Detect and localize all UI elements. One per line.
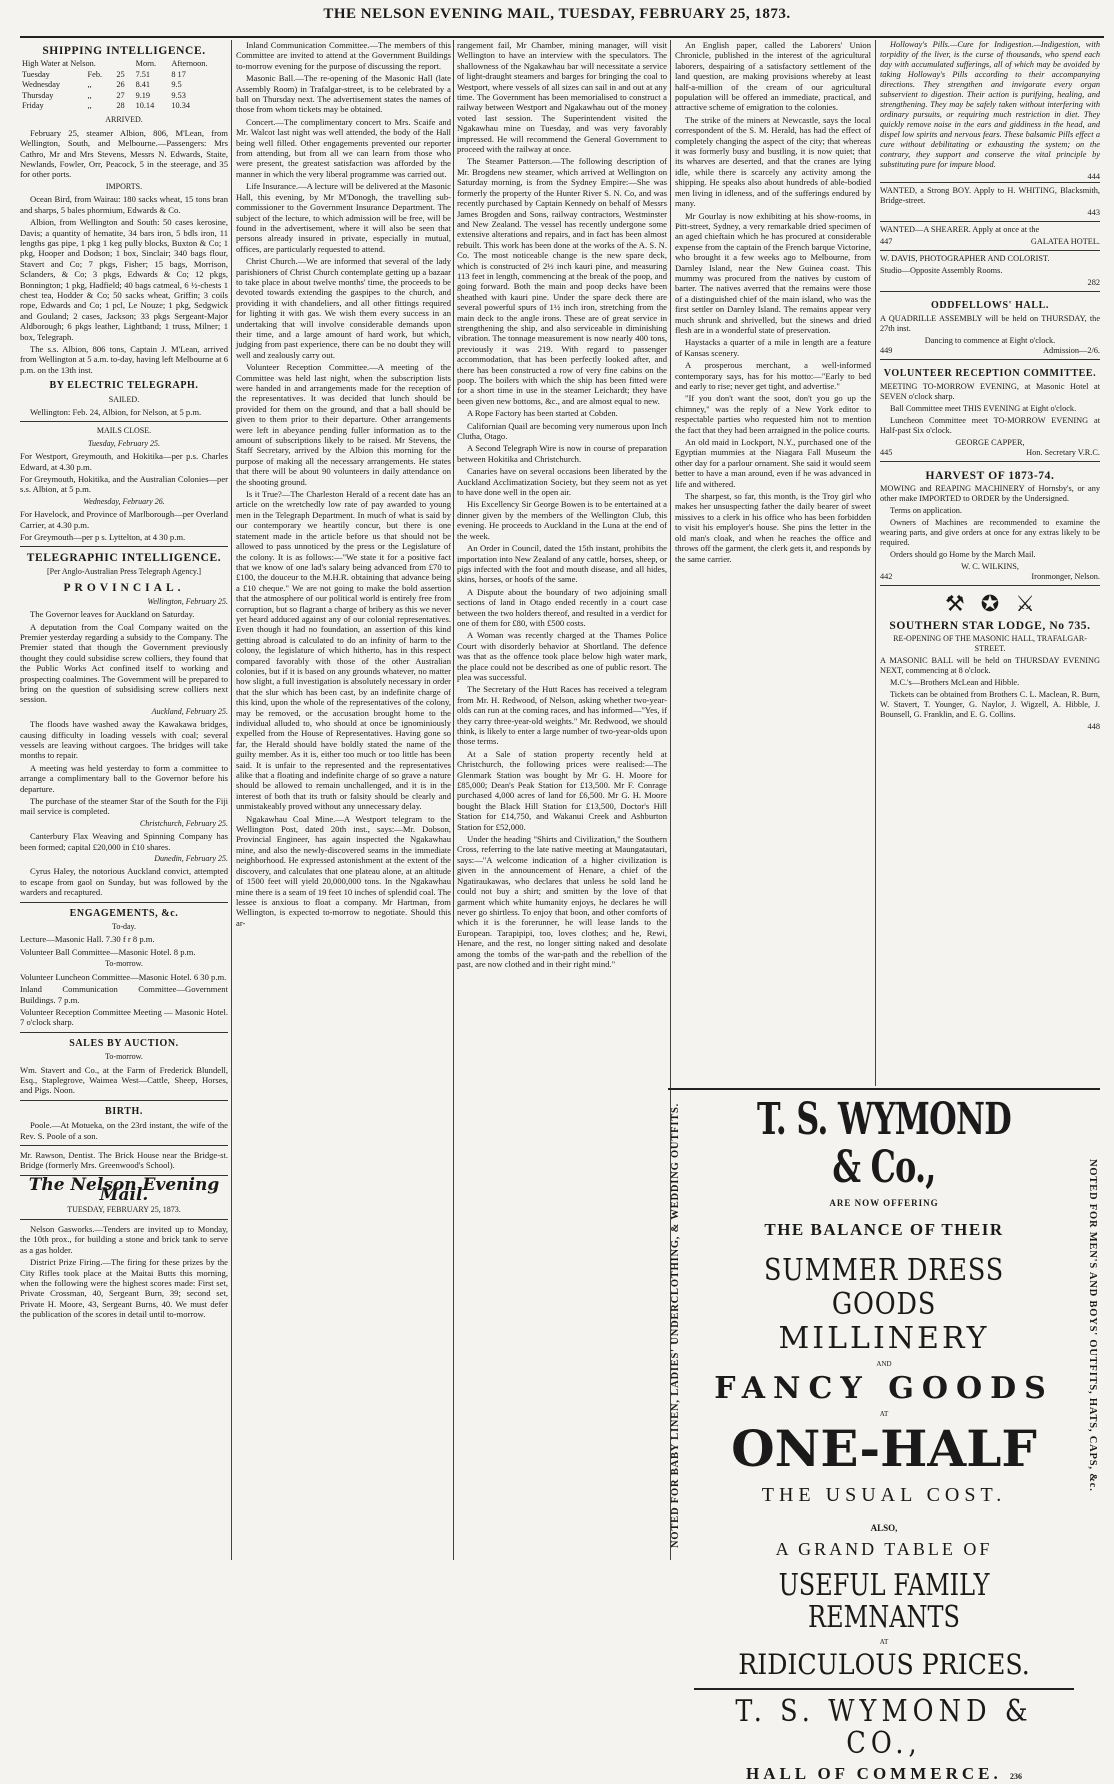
wymond-advertisement: NOTED FOR BABY LINEN, LADIES' UNDERCLOTHING, & WEDDING OUTFITS. NOTED FOR MEN'S AND BOYS' OUTFITS, HATS, CAPS, &c. T. S. WYMOND & Co., ARE NOW OFFERING THE BALANCE OF THEIR SUMMER DRESS GOODS MILLINERY AND FANCY GOODS AT ONE-HALF THE USUAL COST. ALSO, A GRAND TABLE OF USEFUL FAMILY REMNANTS AT RIDICULOUS PRICES. T. S. WYMOND & CO., HALL OF COMMERCE. 236	[668, 1088, 1100, 1558]
article: An old maid in Lockport, N.Y., purchased one of the Egyptian mummies at the Niagara Fall Museum the other day for a parlour ornament. She said it would seem better to have a man around, even if he was advanced in life and withered.	[675, 437, 871, 489]
harvest-ad: HARVEST OF 1873-74. MOWING and REAPING MACHINERY of Hornsby's, or any other make IMPORTED to ORDER by the Undersigned. Terms on application. Owners of Machines are recommended to examine the wearing parts, and give orders at once for any extras likely to be required. Orders should go Home by the March Mail. W. C. WILKINS, 442 Ironmonger, Nelson.	[880, 461, 1100, 585]
article: Haystacks a quarter of a mile in length are a feature of Kansas scenery.	[675, 337, 871, 358]
engagements-heading: ENGAGEMENTS, &c.	[69, 907, 179, 919]
article: At a Sale of station property recently held at Christchurch, the following prices were realised:—The Glenmark Station was bought by Mr G. H. Moore for £85,000; Dean's Peak Station for £13,500. Mr F. Conrage purchased 4,000 acres of land for £6,500. Mr G. H. Moore bought the Black Hill Station for £13,500, Doctor's Hill Station for £14,750, and Wakanui Creek and Ashburton Station for £52,000.	[457, 748, 667, 832]
oddfellows-ad: ODDFELLOWS' HALL. A QUADRILLE ASSEMBLY will be held on THURSDAY, the 27th inst. Dancing to commence at Eight o'clock. 449 Admission—2/6.	[880, 291, 1100, 359]
article: Is it True?—The Charleston Herald of a recent date has an article on the wretchedly low rate of pay awarded to young men in the Telegraph Department. In much of what is said by our contemporary we heartily concur, but there is one statement made in the article before us that should not be allowed to pass unnoticed by the press or the Legislature of the colony. It is as follows:—"We state it for a positive fact that we know of one lad's salary being advanced from £70 to £100, the douceur to the M.H.R. obtaining that advance being a £10 cheque." We are not going to make the bold assertion that the atmosphere of our political world is entirely free from corruption, but so flagrant a charge of bribery as this we never yet heard adduced against any of our colonial representatives. Even though it had no foundation, an assertion of this kind getting abroad is calculated to do an infinity of harm to the colony, the legislature of which hitherto, has in this respect compared favorably with those of the other Australian colonies, but if it is based on any grounds whatever, no matter how slight, a full investigation is absolutely necessary in order that the slur which has been cast, by an indefinite charge of this kind, upon the whole of the representatives of the colony, may be removed, or the accusation brought home to the individual alluded to, who should at once be ignominiously expelled from the House of Representatives. Having gone so far, the Herald should have boldly stated the name of the guilty member. As it is, either too much or too little has been said. It is unfair to the represented and the representatives alike that a floating and indefinite charge of so grave a nature should be allowed to remain unchallenged, and it is in the interest of both that its truth or falsity should be clearly and unmistakeably proved without any unnecessary delay.	[236, 489, 451, 812]
imports-heading: IMPORTS.	[105, 181, 143, 191]
article: Christ Church.—We are informed that several of the lady parishioners of Christ Church contemplate getting up a bazaar to take place in about twelve months' time, the proceeds to be devoted towards extending the gaspipes to the church, and providing it with chandeliers, and all other fittings required for lighting it with gas. We wish them every success in an undertaking that will involve considerable demands upon their time, and a large amount of hard work, but which, judging from past experience, there can be no doubt they will well and zealously carry out.	[236, 256, 451, 360]
albion-note: The s.s. Albion, 806 tons, Captain J. M'Lean, arrived from Wellington at 5 a.m. to-day, having left Melbourne at 6 p.m. on the 13th inst.	[20, 343, 228, 375]
wanted-shearer-ad: WANTED—A SHEARER. Apply at once at the 447 GALATEA HOTEL.	[880, 221, 1100, 250]
vrc-ad: VOLUNTEER RECEPTION COMMITTEE. MEETING TO-MORROW EVENING, at Masonic Hotel at SEVEN o'clock sharp. Ball Committee meet THIS EVENING at Eight o'clock. Luncheon Committee meet TO-MORROW EVENING at Half-past Six o'clock. GEORGE CAPPER, 445 Hon. Secretary V.R.C.	[880, 359, 1100, 461]
sailed-heading: SAILED.	[108, 394, 140, 404]
column-2	[236, 40, 451, 1560]
auction-heading: SALES BY AUCTION.	[69, 1037, 179, 1049]
birth-heading: BIRTH.	[105, 1105, 143, 1117]
article: The strike of the miners at Newcastle, says the local correspondent of the S. M. Herald, has had the effect of completely changing the aspect of the city; that whereas it was formerly busy and bustling, it is now quiet; that its wharves are deserted, and that the cranes are lying idle, while there is scarcely any activity among the shipping. He speaks also about hundreds of able-bodied men living in idleness, and of the sufferings endured by many.	[675, 114, 871, 209]
article: Californian Quail are becoming very numerous upon Inch Clutha, Otago.	[457, 420, 667, 442]
shipping-heading: SHIPPING INTELLIGENCE.	[42, 45, 206, 57]
article: Volunteer Reception Committee.—A meeting of the Committee was held last night, when the subscription lists were handed in and arrangements made for the reception of the representatives. It was decided that lunch should be provided for them on the ground, and that a ball should be given to them prior to their departure. Other arrangements were left in abeyance pending fuller information as to the amount of subscriptions likely to be raised. Mr Stevens, the Staff Secretary, arrived by the Albion this morning for the purpose of making all the necessary arrangements. He states that there will be about 90 volunteers in daily attendance on the shooting ground.	[236, 362, 451, 487]
article: An Order in Council, dated the 15th instant, prohibits the importation into New Zealand of any cattle, horses, sheep, or pigs infected with the foot and mouth disease, and all hides, skins, horses, or hoofs of the same.	[457, 543, 668, 585]
mails-heading: MAILS CLOSE.	[96, 426, 152, 436]
article: The Secretary of the Hutt Races has received a telegram from Mr. H. Redwood, of Nelson, asking whether two-year-olds can run at the coming races, and has informed—"Yes, if they carry three-year-old weights." Mr. Redwood, we should think, is likely to enter a large number of two-year-olds upon those terms.	[457, 684, 667, 747]
article: A prosperous merchant, a well-informed contemporary says, has for his motto:—"Early to bed and early to rise; never get tight, and advertise."	[675, 360, 871, 391]
article: Under the heading "Shirts and Civilization," the Southern Cross, referring to the late native meeting at Maungatautari, says:—"A welcome indication of a higher civilization is given in the announcement of Henare, a chief of the Ngatiraukawas, who declares that unless he sold land he could not buy a shirt; and smitten by the love of that garment which white humanity enjoys, he declares he will never go shirtless. To enjoy that boon, and other comforts of which it is the forerunner, he will lease lands to the European. Tarapipipi, too, loves clothes; and he, Rewi, Henare, and the rest, no longer sitting naked and desolate among the tombs of the war-path and the rebellion of the past, are now clothed and in their right mind."	[457, 834, 667, 969]
table-row: Tuesday Feb. 25 7.51 8 17	[22, 69, 186, 79]
article: A Second Telegraph Wire is now in course of preparation between Hokitika and Christchurch.	[457, 443, 667, 464]
tide-table: High Water at Nelson. Morn. Afternoon. Tuesday Feb. 25 7.51 8 17 Wednesday ,, 26 8.41 9.5 Thursday ,, 27 9.19 9.53 Friday ,, 28 10.14 10.34	[20, 59, 228, 111]
column-3	[457, 40, 667, 1560]
masthead-title: THE NELSON EVENING MAIL, TUESDAY, FEBRUARY 25, 1873.	[323, 6, 791, 22]
ad-company-name: T. S. WYMOND & Co.,	[756, 1094, 1012, 1193]
paper-title: The Nelson Evening Mail.	[28, 1174, 220, 1206]
table-row: Thursday ,, 27 9.19 9.53	[22, 90, 186, 100]
masonic-emblems	[880, 593, 1100, 615]
column-5: Holloway's Pills.—Cure for Indigestion.—Indigestion, with torpidity of the liver, is the curse of thousands, who spend each day with accumulated sufferings, all of which may be avoided by taking Holloway's Pills according to their accompanying directions. They strengthen and invigorate every organ subservient to digestion. Their action is purifying, healing, and strengthening. They may be safely taken without interfering with ordinary pursuits, or requiring much restriction in diet. They quickly remove noise in the ears and giddiness in the head, and dispel low spirits and nervous fears. These balsamic Pills effect a cure without debilitating or exhausting the system; on the contrary, they support and conserve the vital principle by substituting pure for impure blood. 444 WANTED, a Strong BOY. Apply to H. WHITING, Blacksmith, Bridge-street. 443 WANTED—A SHEARER. Apply at once at the 447 GALATEA HOTEL. W. DAVIS, PHOTOGRAPHER AND COLORIST. Studio—Opposite Assembly Rooms. 282 ODDFELLOWS' HALL. A QUADRILLE ASSEMBLY will be held on THURSDAY, the 27th inst. Dancing to commence at Eight o'clock. 449 Admission—2/6. VOLUNTEER RECEPTION COMMITTEE. MEETING TO-MORROW EVENING, at Masonic Hotel at SEVEN o'clock sharp. Ball Committee meet THIS EVENING at Eight o'clock. Luncheon Committee meet TO-MORROW EVENING at Half-past Six o'clock. GEORGE CAPPER, 445 Hon. Secretary V.R.C. HARVEST OF 1873-74. MOWING and REAPING MACHINERY of Hornsby's, or any other make IMPORTED to ORDER by the Undersigned. Terms on application. Owners of Machines are recommended to examine the wearing parts, and give orders at once for any extras likely to be required. Orders should go Home by the March Mail. W. C. WILKINS, 442 Ironmonger, Nelson. ⚒ ✪ ⚔ SOUTHERN STAR LODGE, No 735. RE-OPENING OF THE MASONIC HALL, TRAFALGAR-STREET. A MASONIC BALL will be held on THURSDAY EVENING NEXT, commencing at 8 o'clock. M.C.'s—Brothers McLean and Hibble. Tickets can be obtained from Brothers C. L. Maclean, R. Burn, W. Stavert, T. Younger, G. Naylor, J. Wigzell, A. Hibble, J. Bounsell, G. Franklin, and E. G. Collins. 448	[880, 40, 1100, 1080]
sailed-text: Wellington: Feb. 24, Albion, for Nelson, at 5 p.m.	[30, 407, 202, 417]
tide-table-label: High Water at Nelson.	[22, 59, 96, 69]
masthead	[0, 6, 1114, 32]
article: Inland Communication Committee.—The members of this Committee are invited to attend at the Government Buildings to-morrow evening for the purpose of discussing the report.	[236, 40, 451, 71]
imports-text: Albion, from Wellington and South: 50 cases kerosine, Davis; a quantity of hematite, 34 bars iron, 5 bdls iron, 11 lengths gas pipe, 1 pkg 1 keg pully blocks, Buxton & Co; 1 pkg, Hooper and Dodson; 1 box, Sinclair; 340 bags flour, Stavert and Co; 7 pkgs, Fisher; 15 bags, Morrison, Sclanders, & Co; 3 pkgs, Edwards & Co; 12 pkgs, Bonnington; 1 pkg, Hadfield; 40 bags catmeal, 6 ½-chests 1 chest tea, Hodder & Co; 50 sacks wheat, Griffin; 3 coils rope, Edwards and Co; 1 pcl, Le Nouze; 1 pkg, Sedgwick and Gouland; 2 cases, Jackson; 33 pkgs Sergeant-Major Aldborough; 6 pkgs leather, Lightband; 1 truss, Milner; 1 box, Telegraph.	[20, 217, 228, 342]
imports-text: Ocean Bird, from Wairau: 180 sacks wheat, 15 tons bran and sharps, 5 bales phormium, Edwards & Co.	[20, 194, 228, 215]
arrived-heading: ARRIVED.	[105, 115, 143, 125]
article: A Dispute about the boundary of two adjoining small sections of land in Otago ended recently in a court case between the two holders thereof, and resulted in a verdict for one of them for £80, with £500 costs.	[457, 586, 667, 628]
table-row: Wednesday ,, 26 8.41 9.5	[22, 80, 182, 90]
article: The Steamer Patterson.—The following description of Mr. Brogdens new steamer, which arrived at Wellington on Saturday morning, is from the Sydney Empire:—She was formerly the property of the Hunter River S. N. Co, and was recently purchased by Captain Kennedy on behalf of Messrs James Brogden and Sons, railway contractors, Westminster and New Zealand. The vessel has recently undergone some extensive alterations and repairs, and in fact has been almost rebuilt. This work has been done at the works of the A. S. N. Co. The most noticeable change is the new spare deck, which is constructed of 2½ inch kauri pine, and measuring 113 feet in length, commencing at the break of the poop, and going forward. Both the main and poop decks have been sheathed with kauri pine. Under the spare deck there are several powerful spurs of 1½ inch iron, stretching from the main deck to the angle irons. These are of great service in strengthening the ship, and also serviceable in diminishing vibration. The tonnage measurement is now nearly 400 tons, previously it was 219. With regard to passenger accommodation, that has been perfectly looked after, and there has been constructed a row of very fine cabins on the poop. The boilers with which the ship has been fitted were for a short time in use in the steamer Leichardt; they have been given new bottoms, &c., and are almost equal to new.	[457, 156, 667, 406]
star-seal-icon: ✪	[980, 591, 1000, 616]
crossed-tools-icon: ⚔	[1015, 591, 1035, 616]
article: Ngakawhau Coal Mine.—A Westport telegram to the Wellington Post, dated 20th inst., says:—Mr. Dobson, Provincial Engineer, has again inspected the Ngakawhau mine, and also the newly-discovered seams in the immediate neighborhood. He expressed astonishment at the extent of the discovery, and calculates that one plateau alone, at an altitude of 1500 feet will yield 20,000,000 tons. In the Ngakawhau mine there is a seam of 19 feet 10 inches of splendid coal. The lessee is anxious to float a company. Mr Hartman, from Wellington, is expected to-morrow to negotiate. Should this ar-	[236, 813, 451, 928]
column-4	[675, 40, 871, 1080]
telegraphic-heading: TELEGRAPHIC INTELLIGENCE.	[26, 552, 222, 565]
article: An English paper, called the Laborers' Union Chronicle, published in the interest of the agricultural laborers, despairing of a satisfactory settlement of the land question, are making provisions whereby at least half-a-million of the cream of our agricultural population will be offered an immediate, practical, and attractive scheme of emigration to the colonies.	[675, 40, 871, 113]
article: Canaries have on several occasions been liberated by the Auckland Acclimatization Society, but they seem not as yet to have done well in the open air.	[457, 466, 667, 498]
lodge-ad: ⚒ ✪ ⚔ SOUTHERN STAR LODGE, No 735. RE-OPENING OF THE MASONIC HALL, TRAFALGAR-STREET. A MASONIC BALL will be held on THURSDAY EVENING NEXT, commencing at 8 o'clock. M.C.'s—Brothers McLean and Hibble. Tickets can be obtained from Brothers C. L. Maclean, R. Burn, W. Stavert, T. Younger, G. Naylor, J. Wigzell, A. Hibble, J. Bounsell, G. Franklin, and E. G. Collins. 448	[880, 585, 1100, 735]
davis-ad: W. DAVIS, PHOTOGRAPHER AND COLORIST. Studio—Opposite Assembly Rooms. 282	[880, 250, 1100, 291]
article: The sharpest, so far, this month, is the Troy girl who makes her unsuspecting father the daily bearer of sweet missives to a clerk in his office who has been forbidden to visit his employer's house. She pins the letter in the old man's cloak, and when he reaches the office and throws off the garment, the clerk gets it, and responds by the same carrier.	[675, 491, 871, 564]
wanted-boy-ad: WANTED, a Strong BOY. Apply to H. WHITING, Blacksmith, Bridge-street. 443	[880, 182, 1100, 221]
side-text-left: NOTED FOR BABY LINEN, LADIES' UNDERCLOTHING, & WEDDING OUTFITS.	[670, 1102, 681, 1548]
column-divider	[453, 40, 454, 1560]
article: His Excellency Sir George Bowen is to be entertained at a dinner given by the members of the Wellington Club, this evening. He proceeds to Auckland in the Luna at the end of the week.	[457, 499, 667, 541]
article: rangement fail, Mr Chamber, mining manager, will visit Wellington to have an interview with the speculators. The shallowness of the Ngakawhau bar will necessitate a service of light-draught steamers and barges for bringing the coal to Westport, where vessels of all sizes can sail in and out at any time. The Government has been memorialised to construct a railway between Westport and Ngakawhau out of the money voted last session. The Superintendent visited the Ngakawhau mine on Tuesday, and was very favorably impressed. He will recommend the General Government to proceed with the railway at once.	[457, 40, 667, 155]
article: "If you don't want the soot, don't you go up the chimney," was the reply of a New York editor to respectable parties who requested him not to mention the fact that they had been arraigned in the police courts.	[675, 393, 871, 435]
article: Life Insurance.—A lecture will be delivered at the Masonic Hall, this evening, by Mr M'Donogh, the travelling sub-commissioner to the Government Insurance Department. The subject of the lecture, to which admission will be free, will be found in the advertisement, where it will also be seen that persons already insured in private, especially in mutual, offices, are particularly requested to attend.	[236, 181, 451, 254]
article: Mr Gourlay is now exhibiting at his show-rooms, in Pitt-street, Sydney, a very remarkable dried specimen of an aged chieftain which he has procured at considerable expense from the captain of the French barque Victorine, who brought it a few weeks ago to Melbourne, from Darnley Island, near the New Guinea coast. This mummy was procured from the natives by custom of barter. The natives averred that the remains were those of a distinguished chief of the main island, who was the first settler on Darnley Island. The remains appear very much shrunk and shrivelled, but the sinews and dried flesh are in a wonderful state of preservation.	[675, 210, 871, 335]
provincial-heading: PROVINCIAL.	[63, 582, 185, 595]
telegraph-heading: BY ELECTRIC TELEGRAPH.	[49, 380, 199, 392]
paper-date: TUESDAY, FEBRUARY 25, 1873.	[67, 1204, 181, 1214]
table-row: Friday ,, 28 10.14 10.34	[22, 101, 190, 111]
ad-one-half: ONE-HALF	[731, 1419, 1037, 1478]
article: Masonic Ball.—The re-opening of the Masonic Hall (late Assembly Room) in Trafalgar-street, is to be celebrated by a ball on Thursday next. The advertisement states the names of those from whom tickets may be obtained.	[236, 73, 451, 115]
article: A Rope Factory has been started at Cobden.	[467, 408, 618, 419]
column-divider	[231, 40, 232, 1560]
compass-icon: ⚒	[945, 591, 965, 616]
rawson-ad: Mr. Rawson, Dentist. The Brick House near the Bridge-st. Bridge (formerly Mrs. Greenwood's School).	[20, 1149, 228, 1171]
article: A Woman was recently charged at the Thames Police Court with disorderly behavior at Shortland. The defence was that as the offence took place below high water mark, the place could not be described as one of public resort. The plea was successful.	[457, 630, 667, 682]
side-text-right: NOTED FOR MEN'S AND BOYS' OUTFITS, HATS, CAPS, &c.	[1087, 1158, 1098, 1492]
column-divider	[875, 40, 876, 1086]
holloway-ad: Holloway's Pills.—Cure for Indigestion.—Indigestion, with torpidity of the liver, is the curse of thousands, who spend each day with accumulated sufferings, all of which may be avoided by taking Holloway's Pills according to their accompanying directions. They strengthen and invigorate every organ subservient to digestion. Their action is purifying, healing, and strengthening. They may be safely taken without interfering with ordinary pursuits, or requiring much restriction in diet. They quickly remove noise in the ears and giddiness in the head, and dispel low spirits and nervous fears. These balsamic Pills effect a cure without debilitating or exhausting the system; on the contrary, they support and conserve the vital principle by substituting pure for impure blood.	[880, 40, 1100, 169]
article: Concert.—The complimentary concert to Mrs. Scaife and Mr. Walcot last night was well attended, the body of the Hall being well filled. Other engagements prevented our reporter from attending, but from all we can learn from those who were present, the greatest satisfaction was afforded by the manner in which the very liberal programme was carried out.	[236, 116, 451, 179]
arrived-text: February 25, steamer Albion, 806, M'Lean, from Wellington, South, and Melbourne.—Passengers: Mrs Cathro, Mr and Mrs Stevens, Messrs N. Edwards, Staite, Newlands, Fowler, Orr, Peacock, 5 in the steerage, and 35 for other ports.	[20, 127, 228, 180]
column-1: SHIPPING INTELLIGENCE. High Water at Nelson. Morn. Afternoon. Tuesday Feb. 25 7.51 8 17 Wednesday ,, 26 8.41 9.5 Thursday ,, 27 9.19 9.53 Friday ,, 28 10.14 10.34 ARRIVED. February 25, steamer Albion, 806, M'Lean, from Wellington, South, and Melbourne.—Passengers: Mrs Cathro, Mr and Mrs Stevens, Messrs N. Edwards, Staite, Newlands, Fowler, Orr, Peacock, 5 in the steerage, and 35 for other ports. IMPORTS. Ocean Bird, from Wairau: 180 sacks wheat, 15 tons bran and sharps, 5 bales phormium, Edwards & Co. Albion, from Wellington and South: 50 cases kerosine, Davis; a quantity of hematite, 34 bars iron, 5 bdls iron, 11 lengths gas pipe, 1 pkg 1 keg pully blocks, Buxton & Co; 1 pkg, Hooper and Dodson; 1 box, Sinclair; 340 bags flour, Stavert and Co; 7 pkgs, Fisher; 15 bags, Morrison, Sclanders, & Co; 3 pkgs, Edwards & Co; 12 pkgs, Bonnington; 1 pkg, Hadfield; 40 bags catmeal, 6 ½-chests 1 chest tea, Hodder & Co; 50 sacks wheat, Griffin; 3 coils rope, Edwards and Co; 1 pcl, Le Nouze; 1 pkg, Sedgwick and Gouland; 2 cases, Jackson; 33 pkgs Sergeant-Major Aldborough; 6 pkgs leather, Lightband; 1 truss, Milner; 1 box, Telegraph. The s.s. Albion, 806 tons, Captain J. M'Lean, arrived from Wellington at 5 a.m. to-day, having left Melbourne at 6 p.m. on the 13th inst. BY ELECTRIC TELEGRAPH. SAILED. Wellington: Feb. 24, Albion, for Nelson, at 5 p.m. MAILS CLOSE. Tuesday, February 25. For Westport, Greymouth, and Hokitika—per p.s. Charles Edward, at 4.30 p.m. For Greymouth, Hokitika, and the Australian Colonies—per s.s. Albion, at 5 p.m. Wednesday, February 26. For Havelock, and Province of Marlborough—per Overland Carrier, at 4.30 p.m. For Greymouth—per p s. Lyttelton, at 4 30 p.m. TELEGRAPHIC INTELLIGENCE. [Per Anglo-Australian Press Telegraph Agency.] PROVINCIAL. Wellington, February 25. The Governor leaves for Auckland on Saturday. A deputation from the Coal Company waited on the Premier yesterday regarding a subsidy to the Company. The Premier stated that though the Government previously thought they could subsidise screw colliers, they found that the Public Works Act confined itself to working and prospecting coalmines. The Government will be prepared to bring on the question of subsidising screw colliers next session. Auckland, February 25. The floods have washed away the Kawakawa bridges, causing difficulty in loading vessels with coal; several vessels are leaving without cargoes. The bridges will take months to repair. A meeting was held yesterday to form a committee to arrange a complimentary ball to the Governor before his departure. The purchase of the steamer Star of the South for the Fiji mail service is completed. Christchurch, February 25. Canterbury Flax Weaving and Spinning Company has been formed; capital £20,000 in £10 shares. Dunedin, February 25. Cyrus Haley, the notorious Auckland convict, attempted to escape from gaol on Sunday, but was followed by the warders and recaptured. ENGAGEMENTS, &c. To-day. Lecture—Masonic Hall. 7.30 f r 8 p.m. Volunteer Ball Committee—Masonic Hotel. 8 p.m. To-morrow. Volunteer Luncheon Committee—Masonic Hotel. 6 30 p.m. Inland Communication Committee—Government Buildings. 7 p.m. Volunteer Reception Committee Meeting — Masonic Hotel. 7 o'clock sharp. SALES BY AUCTION. To-morrow. Wm. Stavert and Co., at the Farm of Frederick Blundell, Esq., Staplegrove, Waimea West—Cattle, Sheep, Horses, and Pigs. Noon. BIRTH. Poole.—At Motueka, on the 23rd instant, the wife of the Rev. S. Poole of a son. Mr. Rawson, Dentist. The Brick House near the Bridge-st. Bridge (formerly Mrs. Greenwood's School). The Nelson Evening Mail. TUESDAY, FEBRUARY 25, 1873. Nelson Gasworks.—Tenders are invited up to Monday, the 10th prox., for building a stone and brick tank to serve as a gas holder. District Prize Firing.—The firing for these prizes by the City Rifles took place at the Maitai Butts this morning, when the following were the highest scores made: First set, Private Crossman, 40, Sergeant Burn, 39; second set, Private H. Moore, 43, Sergeant Burns, 40. We must defer the publication of the scores in detail until to-morrow.	[20, 45, 228, 1320]
